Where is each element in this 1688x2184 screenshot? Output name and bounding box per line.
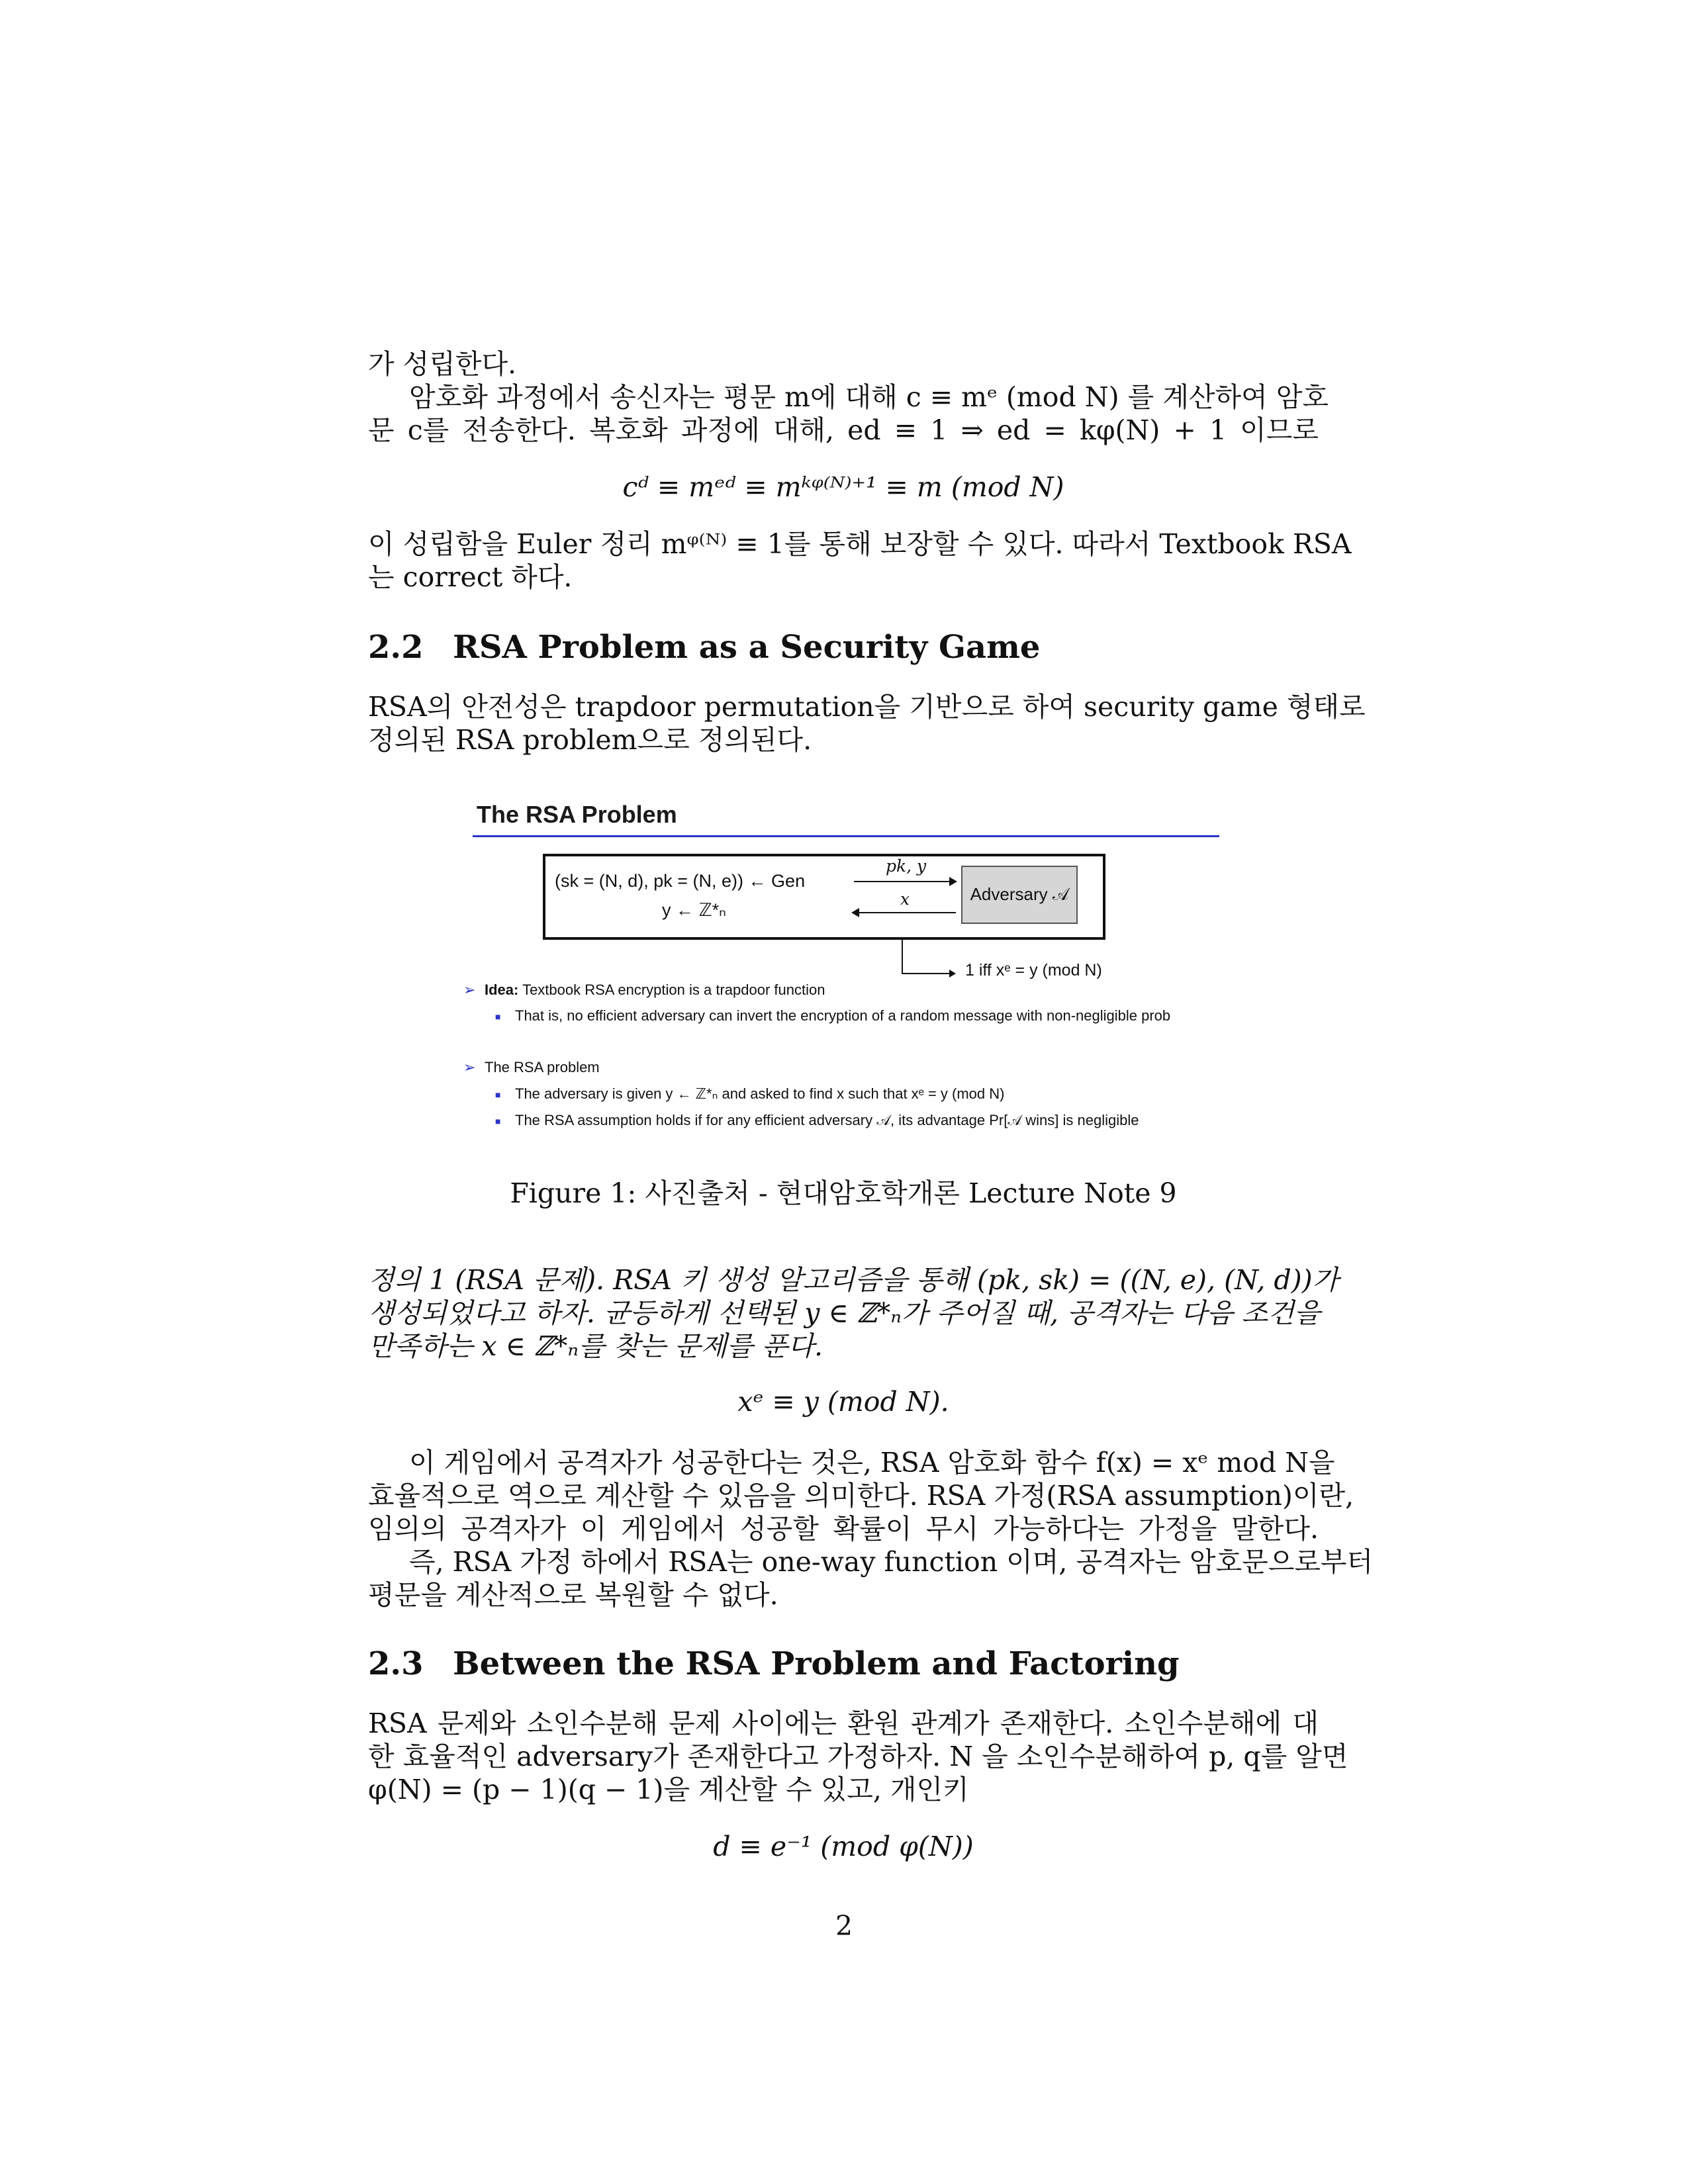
challenge-sample-text: y ← ℤ*ₙ <box>662 900 726 920</box>
security-game-box <box>543 854 1105 940</box>
output-condition: 1 iff xᵉ = y (mod N) <box>965 961 1102 979</box>
text-line: 즉, RSA 가정 하에서 RSA는 one-way function 이며, 공격자는 암호문으로부터 <box>409 1546 1374 1578</box>
arrow-label-x: x <box>900 889 910 909</box>
sub-bullet-text: The RSA assumption holds if for any efficient adversary 𝒜, its advantage Pr[𝒜 wins] is negligible <box>515 1112 1139 1128</box>
sub-bullet-item <box>495 1085 1004 1103</box>
text-line: 평문을 계산적으로 복원할 수 없다. <box>368 1579 778 1611</box>
figure-caption: Figure 1: 사진출처 - 현대암호학개론 Lecture Note 9 <box>510 1177 1177 1209</box>
adversary-box: Adversary 𝒜 <box>961 866 1078 924</box>
text-line: 효율적으로 역으로 계산할 수 있음을 의미한다. RSA 가정(RSA assumption)이란, <box>368 1480 1354 1512</box>
sub-bullet-text: That is, no efficient adversary can invert the encryption of a random message with non-negligible prob <box>515 1007 1171 1024</box>
section-title: Between the RSA Problem and Factoring <box>453 1645 1180 1682</box>
output-arrow-icon <box>902 973 955 974</box>
arrow-bullet-icon: ➢ <box>463 1059 476 1075</box>
text-line: φ(N) = (p − 1)(q − 1)을 계산할 수 있고, 개인키 <box>368 1774 969 1805</box>
page-number: 2 <box>835 1910 853 1942</box>
text-line: 한 효율적인 adversary가 존재한다고 가정하자. N 을 소인수분해하여 p, q를 알면 <box>368 1741 1348 1772</box>
output-connector <box>902 940 903 974</box>
bullet-bold-label: Idea: <box>485 981 519 998</box>
square-bullet-icon: ■ <box>495 1011 501 1023</box>
section-title: RSA Problem as a Security Game <box>453 629 1041 666</box>
sub-bullet-item <box>495 1007 1170 1024</box>
equation: xᵉ ≡ y (mod N). <box>737 1386 949 1418</box>
definition-line: 생성되었다고 하자. 균등하게 선택된 y ∈ ℤ*ₙ가 주어질 때, 공격자는 다음 조건을 <box>368 1297 1321 1329</box>
definition-line: 만족하는 x ∈ ℤ*ₙ를 찾는 문제를 푼다. <box>368 1330 823 1362</box>
section-number: 2.2 <box>368 629 424 666</box>
arrow-label-pk-y: pk, y <box>886 856 927 876</box>
text-line: 이 게임에서 공격자가 성공한다는 것은, RSA 암호화 함수 f(x) = xᵉ mod N을 <box>409 1447 1335 1479</box>
section-number: 2.3 <box>368 1645 424 1682</box>
text-line: 가 성립한다. <box>368 348 517 380</box>
bullet-text: The RSA problem <box>485 1059 600 1075</box>
text-line: 임의의 공격자가 이 게임에서 성공할 확률이 무시 가능하다는 가정을 말한다. <box>368 1513 1319 1545</box>
sub-bullet-text: The adversary is given y ← ℤ*ₙ and asked to find x such that xᵉ = y (mod N) <box>515 1085 1005 1102</box>
text-line: 암호화 과정에서 송신자는 평문 m에 대해 c ≡ mᵉ (mod N) 를 계산하여 암호 <box>409 381 1329 413</box>
text-line: 이 성립함을 Euler 정리 mᵠ⁽ᴺ⁾ ≡ 1를 통해 보장할 수 있다. 따라서 Textbook RSA <box>368 528 1352 560</box>
key-generation-text: (sk = (N, d), pk = (N, e)) ← Gen <box>555 871 806 891</box>
section-heading <box>368 1645 1180 1682</box>
section-heading <box>368 629 1040 666</box>
rsa-problem-figure <box>463 794 1225 1145</box>
arrow-bullet-icon: ➢ <box>463 981 476 998</box>
bullet-item <box>463 981 825 999</box>
square-bullet-icon: ■ <box>495 1116 501 1127</box>
figure-title: The RSA Problem <box>477 801 677 828</box>
text-line: 정의된 RSA problem으로 정의된다. <box>368 724 812 756</box>
definition-line: 정의 1 (RSA 문제). RSA 키 생성 알고리즘을 통해 (pk, sk) = ((N, e), (N, d))가 <box>368 1264 1339 1296</box>
bullet-text: Textbook RSA encryption is a trapdoor function <box>518 981 825 998</box>
square-bullet-icon: ■ <box>495 1089 501 1101</box>
right-arrow-icon <box>854 881 956 882</box>
text-line: 문 c를 전송한다. 복호화 과정에 대해, ed ≡ 1 ⇒ ed = kφ(N) + 1 이므로 <box>368 414 1319 446</box>
figure-title-rule <box>473 835 1219 837</box>
equation: cᵈ ≡ mᵉᵈ ≡ mᵏᵠ⁽ᴺ⁾⁺¹ ≡ m (mod N) <box>622 471 1064 503</box>
text-line: RSA의 안전성은 trapdoor permutation을 기반으로 하여 security game 형태로 <box>368 691 1366 723</box>
sub-bullet-item <box>495 1112 1139 1129</box>
text-line: 는 correct 하다. <box>368 561 573 593</box>
bullet-item <box>463 1059 600 1076</box>
left-arrow-icon <box>858 912 956 913</box>
equation: d ≡ e⁻¹ (mod φ(N)) <box>713 1831 974 1862</box>
text-line: RSA 문제와 소인수분해 문제 사이에는 환원 관계가 존재한다. 소인수분해에 대 <box>368 1707 1319 1739</box>
